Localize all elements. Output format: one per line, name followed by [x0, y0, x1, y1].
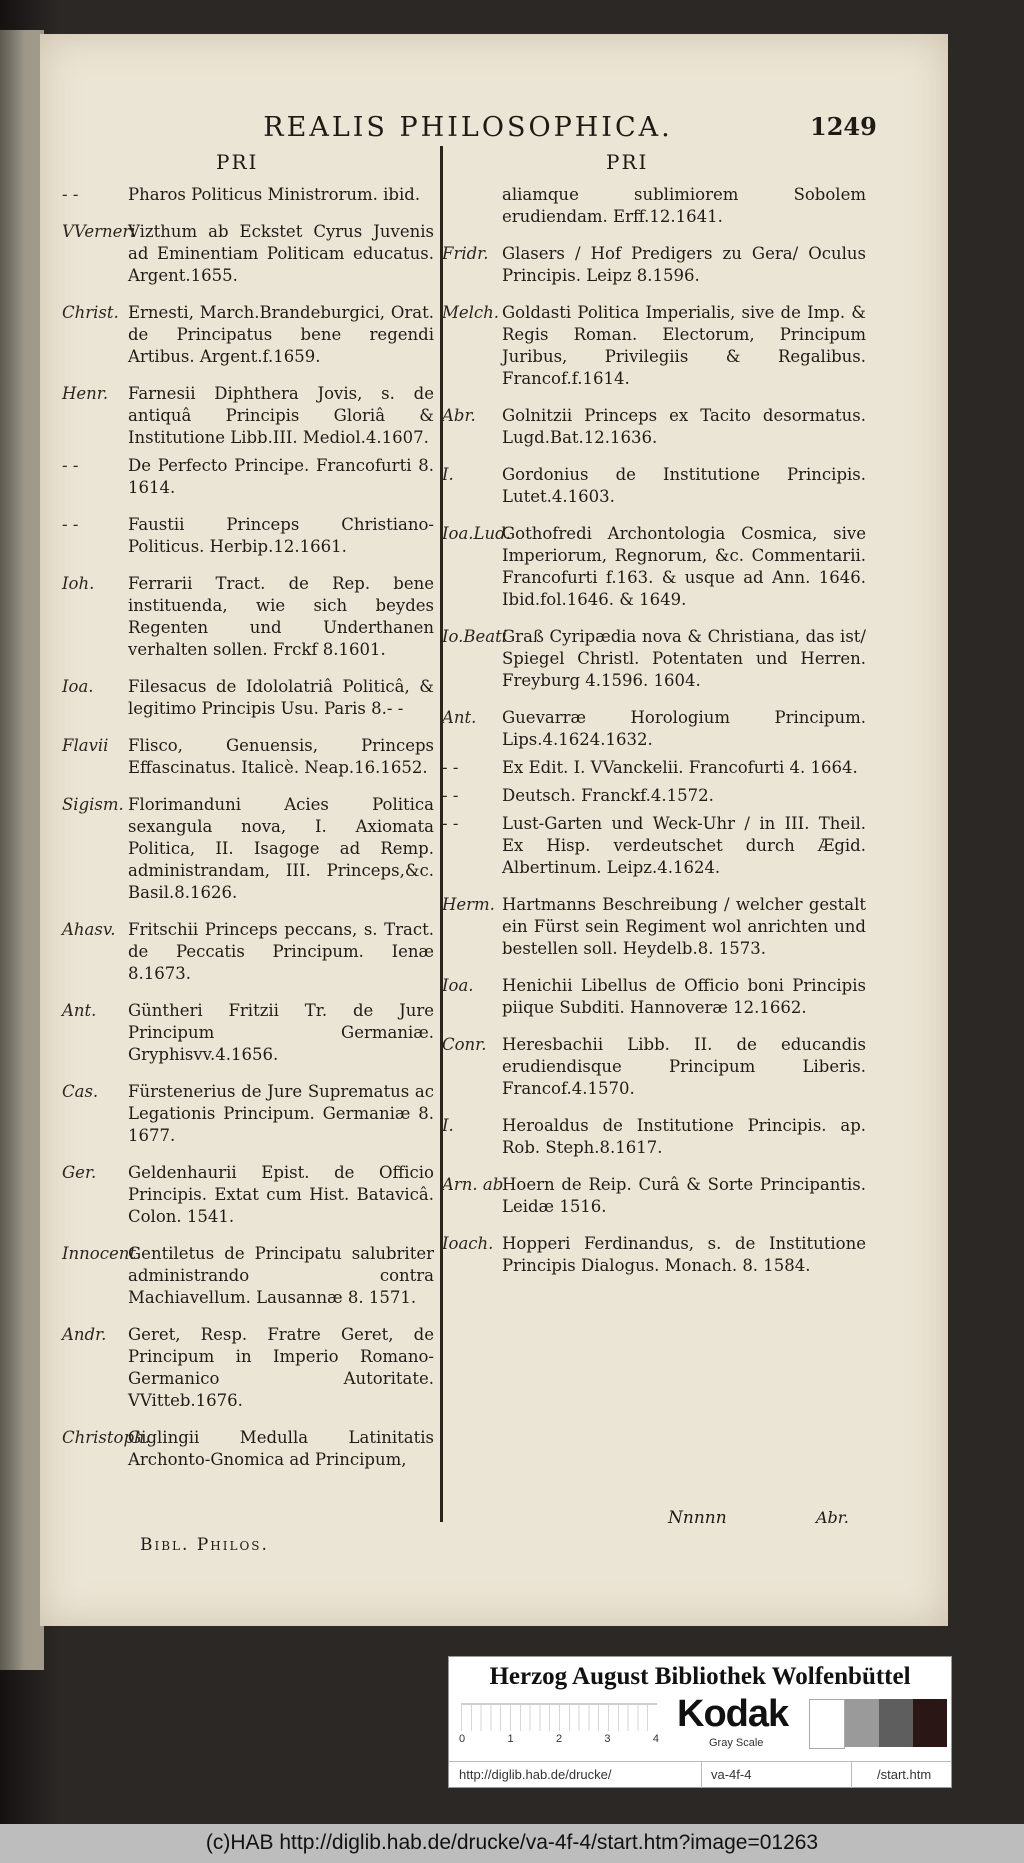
bibliography-entry — [442, 1174, 866, 1218]
bibliography-entry — [62, 1324, 434, 1412]
url-right: /start.htm — [877, 1767, 932, 1782]
bibliography-entry — [62, 514, 434, 558]
url-mid: va-4f-4 — [711, 1767, 752, 1782]
bibliography-entry — [442, 813, 866, 879]
bibliography-entry — [442, 1233, 866, 1277]
entry-text: Geldenhaurii Epist. de Officio Principis. Extat cum Hist. Batavicâ. Colon. 1541. — [128, 1163, 434, 1226]
entry-text: Vizthum ab Eckstet Cyrus Juvenis ad Eminentiam Politicam educatus. Argent.1655. — [128, 222, 434, 285]
entry-prefix: - - — [442, 758, 459, 777]
running-head: REALIS PHILOSOPHICA. — [263, 112, 673, 143]
left-catch-head: PRI — [216, 150, 259, 174]
entry-text: Gentiletus de Principatu salubriter administrando contra Machiavellum. Lausannæ 8. 1571. — [128, 1244, 434, 1307]
bibliography-entry — [442, 757, 866, 779]
entry-prefix: Ahasv. — [62, 920, 116, 939]
bibliography-entry — [62, 919, 434, 985]
url-separator — [851, 1762, 852, 1788]
entry-prefix: - - — [62, 456, 79, 475]
entry-prefix: Abr. — [442, 406, 476, 425]
entry-prefix: Ioach. — [442, 1234, 494, 1253]
entry-text: Heroaldus de Institutione Principis. ap. Rob. Steph.8.1617. — [502, 1116, 866, 1157]
entry-prefix: Christ. — [62, 303, 119, 322]
gray-swatch — [879, 1699, 913, 1747]
kodak-logo: Kodak — [677, 1693, 789, 1735]
url-left: http://diglib.hab.de/drucke/ — [459, 1767, 612, 1782]
ruler-number: 2 — [555, 1733, 563, 1745]
entry-prefix: Henr. — [62, 384, 109, 403]
entry-prefix: Ioh. — [62, 574, 95, 593]
bibliography-entry — [442, 894, 866, 960]
bibliography-entry — [442, 1115, 866, 1159]
left-column — [62, 184, 434, 1486]
entry-text: Graß Cyripædia nova & Christiana, das ist/ Spiegel Christl. Potentaten und Herren. Freyburg 4.1596. 1604. — [502, 627, 866, 690]
entry-text: Goldasti Politica Imperialis, sive de Imp. & Regis Roman. Electorum, Principum Juribus, Privilegiis & Regalibus. Francof.f.1614. — [502, 303, 866, 388]
catchword: Abr. — [816, 1508, 849, 1527]
entry-text: Filesacus de Idololatriâ Politicâ, & legitimo Principis Usu. Paris 8.- - — [128, 677, 434, 718]
entry-prefix: Flavii — [62, 736, 109, 755]
bibliography-entry — [62, 1243, 434, 1309]
bibliography-entry — [442, 707, 866, 751]
book-page — [40, 34, 948, 1626]
entry-text: Güntheri Fritzii Tr. de Jure Principum Germaniæ. Gryphisvv.4.1656. — [128, 1001, 434, 1064]
library-name: Herzog August Bibliothek Wolfenbüttel — [489, 1663, 911, 1690]
ruler-number: 0 — [459, 1733, 466, 1745]
bibliography-entry — [442, 785, 866, 807]
entry-prefix: Innocent. — [62, 1244, 142, 1263]
bibliography-entry — [62, 302, 434, 368]
signature-mark: Nnnnn — [668, 1508, 727, 1528]
entry-text: Hoern de Reip. Curâ & Sorte Principantis. Leidæ 1516. — [502, 1175, 866, 1216]
entry-text: Fürstenerius de Jure Suprematus ac Legationis Principum. Germaniæ 8. 1677. — [128, 1082, 434, 1145]
entry-text: Fritschii Princeps peccans, s. Tract. de Peccatis Principum. Ienæ 8.1673. — [128, 920, 434, 983]
bibliography-entry — [62, 735, 434, 779]
entry-text: Guevarræ Horologium Principum. Lips.4.1624.1632. — [502, 708, 866, 749]
entry-prefix: Io.Beati — [442, 627, 508, 646]
bibliography-entry — [442, 523, 866, 611]
entry-text: aliamque sublimiorem Sobolem erudiendam. Erff.12.1641. — [502, 185, 866, 226]
entry-text: Glasers / Hof Predigers zu Gera/ Oculus Principis. Leipz 8.1596. — [502, 244, 866, 285]
measuring-ruler — [461, 1703, 657, 1731]
ruler-number: 4 — [652, 1733, 659, 1745]
entry-text: Pharos Politicus Ministrorum. ibid. — [128, 185, 421, 204]
gray-swatch — [809, 1699, 845, 1749]
entry-prefix: Ant. — [442, 708, 477, 727]
entry-prefix: Melch. — [442, 303, 500, 322]
entry-text: Heresbachii Libb. II. de educandis erudiendisque Principum Liberis. Francof.4.1570. — [502, 1035, 866, 1098]
entry-text: Ferrarii Tract. de Rep. bene instituenda, wie sich beydes Regenten und Underthanen verhalten sollen. Frckf 8.1601. — [128, 574, 434, 659]
bibliography-entry — [442, 302, 866, 390]
entry-prefix: Ioa.Lud. — [442, 524, 511, 543]
signature-line: Bibl. Philos. — [140, 1535, 269, 1555]
bibliography-entry — [442, 184, 866, 228]
entry-prefix: Christoph. — [62, 1428, 150, 1447]
entry-prefix: - - — [442, 786, 459, 805]
entry-text: Faustii Princeps Christiano-Politicus. Herbip.12.1661. — [128, 515, 434, 556]
bibliography-entry — [442, 1034, 866, 1100]
entry-text: De Perfecto Principe. Francofurti 8. 1614. — [128, 456, 434, 497]
entry-text: Hopperi Ferdinandus, s. de Institutione Principis Dialogus. Monach. 8. 1584. — [502, 1234, 866, 1275]
gray-scale-swatches — [809, 1699, 947, 1747]
bibliography-entry — [62, 1427, 434, 1471]
bibliography-entry — [62, 455, 434, 499]
entry-text: Henichii Libellus de Officio boni Principis piique Subditi. Hannoveræ 12.1662. — [502, 976, 866, 1017]
entry-text: Giglingii Medulla Latinitatis Archonto-Gnomica ad Principum, — [128, 1428, 434, 1469]
url-separator — [701, 1762, 702, 1788]
bibliography-entry — [62, 676, 434, 720]
gray-swatch — [913, 1699, 947, 1747]
ruler-number: 3 — [604, 1733, 611, 1745]
entry-text: Farnesii Diphthera Jovis, s. de antiquâ Principis Gloriâ & Institutione Libb.III. Mediol.4.1607. — [128, 384, 434, 447]
bibliography-entry — [442, 464, 866, 508]
entry-text: Geret, Resp. Fratre Geret, de Principum in Imperio Romano-Germanico Autoritate. VVitteb.1676. — [128, 1325, 434, 1410]
card-url-bar — [449, 1761, 951, 1788]
entry-text: Ernesti, March.Brandeburgici, Orat. de Principatus bene regendi Artibus. Argent.f.1659. — [128, 303, 434, 366]
entry-prefix: I. — [442, 1116, 454, 1135]
entry-prefix: Conr. — [442, 1035, 487, 1054]
bibliography-entry — [62, 1000, 434, 1066]
bibliography-entry — [442, 405, 866, 449]
ruler-number: 1 — [507, 1733, 514, 1745]
entry-prefix: Ioa. — [62, 677, 94, 696]
bibliography-entry — [442, 243, 866, 287]
bibliography-entry — [62, 184, 434, 206]
entry-text: Ex Edit. I. VVanckelii. Francofurti 4. 1664. — [502, 758, 858, 777]
right-column — [442, 184, 866, 1292]
entry-prefix: Ant. — [62, 1001, 97, 1020]
ruler-numbers — [459, 1733, 659, 1745]
bibliography-entry — [62, 1081, 434, 1147]
page-number: 1249 — [810, 112, 877, 141]
entry-text: Hartmanns Beschreibung / welcher gestalt ein Fürst sein Regiment wol anrichten und bestellen soll. Heydelb.8. 1573. — [502, 895, 866, 958]
library-color-card — [448, 1656, 952, 1788]
entry-text: Florimanduni Acies Politica sexangula nova, I. Axiomata Politica, II. Isagoge ad Remp. administrandam, III. Princeps,&c. Basil.8.1626. — [128, 795, 434, 902]
entry-text: Flisco, Genuensis, Princeps Effascinatus. Italicè. Neap.16.1652. — [128, 736, 434, 777]
gray-swatch — [845, 1699, 879, 1747]
entry-prefix: Cas. — [62, 1082, 99, 1101]
entry-prefix: Sigism. — [62, 795, 124, 814]
bibliography-entry — [62, 1162, 434, 1228]
entry-prefix: - - — [442, 814, 459, 833]
entry-prefix: Andr. — [62, 1325, 107, 1344]
entry-prefix: Herm. — [442, 895, 495, 914]
entry-text: Lust-Garten und Weck-Uhr / in III. Theil. Ex Hisp. verdeutschet durch Ægid. Albertinum. Leipz.4.1624. — [502, 814, 866, 877]
bibliography-entry — [442, 975, 866, 1019]
copyright-caption: (c)HAB http://diglib.hab.de/drucke/va-4f-4/start.htm?image=01263 — [205, 1831, 819, 1854]
entry-prefix: Fridr. — [442, 244, 489, 263]
entry-text: Deutsch. Franckf.4.1572. — [502, 786, 714, 805]
bibliography-entry — [62, 221, 434, 287]
right-catch-head: PRI — [606, 150, 649, 174]
bibliography-entry — [442, 626, 866, 692]
entry-prefix: Arn. ab — [442, 1175, 504, 1194]
entry-text: Golnitzii Princeps ex Tacito desormatus. Lugd.Bat.12.1636. — [502, 406, 866, 447]
entry-prefix: VVerneri — [62, 222, 136, 241]
bibliography-entry — [62, 573, 434, 661]
entry-prefix: - - — [62, 515, 79, 534]
entry-prefix: Ioa. — [442, 976, 474, 995]
entry-prefix: - - — [62, 185, 79, 204]
entry-prefix: Ger. — [62, 1163, 97, 1182]
entry-text: Gothofredi Archontologia Cosmica, sive Imperiorum, Regnorum, &c. Commentarii. Francofurti f.163. & usque ad Ann. 1646. Ibid.fol.1646. & 1649. — [502, 524, 866, 609]
copyright-caption-bar — [0, 1824, 1024, 1863]
entry-prefix: I. — [442, 465, 454, 484]
entry-text: Gordonius de Institutione Principis. Lutet.4.1603. — [502, 465, 866, 506]
bibliography-entry — [62, 794, 434, 904]
bibliography-entry — [62, 383, 434, 449]
gray-scale-label: Gray Scale — [709, 1737, 764, 1749]
